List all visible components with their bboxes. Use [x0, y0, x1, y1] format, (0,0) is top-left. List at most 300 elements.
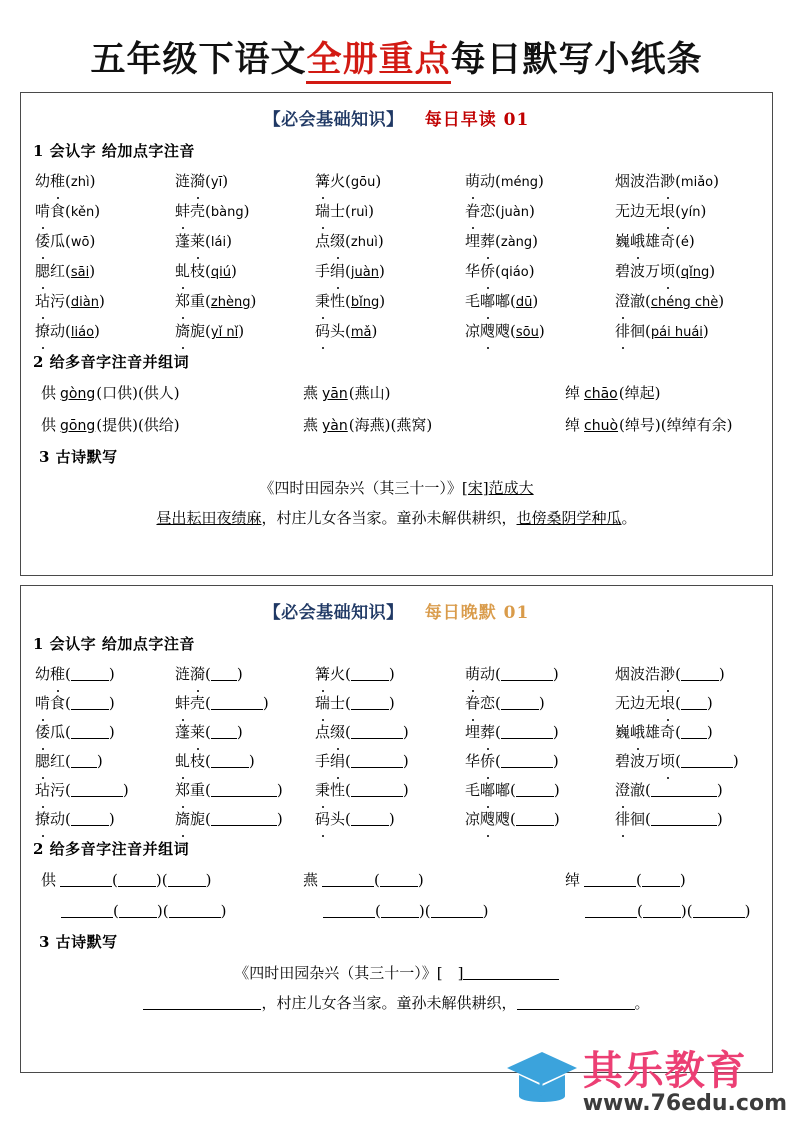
polyphone-word-blank[interactable]: [431, 905, 483, 918]
dotted-char: 缀: [330, 718, 345, 747]
watermark-brand: 其乐教育: [582, 1048, 747, 1094]
word-characters: [615, 752, 675, 770]
polyphone-pinyin-blank[interactable]: [322, 874, 374, 887]
paren-open: (: [424, 902, 431, 920]
paren-open: (: [345, 665, 351, 683]
paren-close: ): [276, 810, 283, 828]
pinyin-blank[interactable]: [351, 784, 403, 797]
char: 旎: [190, 810, 206, 828]
pinyin-answer: yǐ nǐ: [210, 325, 239, 340]
polyphone-pinyin-blank[interactable]: [61, 905, 113, 918]
polyphone-word-blank[interactable]: [119, 905, 157, 918]
word-item: [615, 718, 793, 747]
word-characters: [465, 292, 510, 310]
pinyin-answer: qiáo: [500, 265, 529, 280]
char: 华: [465, 262, 481, 280]
paren-close: ): [702, 322, 709, 340]
char: 手: [315, 262, 331, 280]
polyphone-item: [565, 896, 785, 927]
word-item: [175, 167, 315, 197]
pinyin-answer: méng: [500, 175, 539, 190]
char: 涟: [175, 665, 191, 683]
paren-open: (: [205, 810, 211, 828]
paren-open: (: [645, 810, 651, 828]
paren-open: (: [495, 723, 501, 741]
polyphone-pinyin: yān: [322, 386, 348, 402]
pinyin-answer: zhuì: [350, 235, 378, 250]
word-characters: [315, 262, 345, 280]
char: 点: [315, 723, 331, 741]
polyphone-word: (绰号): [619, 416, 661, 434]
dotted-char: 顷: [660, 747, 675, 776]
polyphone-word-blank[interactable]: [118, 874, 156, 887]
card-morning-reading: [20, 92, 773, 576]
evening-poem-line-blank[interactable]: [143, 996, 261, 1010]
pinyin-blank[interactable]: [681, 668, 719, 681]
dotted-char: 侨: [480, 257, 495, 286]
pinyin-blank[interactable]: [351, 668, 389, 681]
paren-close: ): [538, 322, 545, 340]
dotted-char: 郑: [175, 776, 190, 805]
paren-close: ): [108, 694, 115, 712]
pinyin-answer: liáo: [70, 325, 95, 340]
paren-open: (: [65, 322, 71, 340]
pinyin-blank[interactable]: [501, 755, 553, 768]
paren-close: ): [243, 202, 250, 220]
paren-close: ): [108, 665, 115, 683]
pinyin-answer: yín: [680, 205, 701, 220]
char: 波: [630, 262, 646, 280]
paren-close: ): [108, 810, 115, 828]
char: 埋: [465, 723, 481, 741]
pinyin-blank[interactable]: [71, 668, 109, 681]
polyphone-item: [303, 865, 565, 896]
evening-word-grid[interactable]: [35, 660, 762, 834]
pinyin-blank[interactable]: [211, 726, 237, 739]
char: 无: [615, 694, 631, 712]
paren-close: ): [226, 232, 232, 250]
char: 万: [645, 752, 661, 770]
char: 烟: [615, 665, 631, 683]
paren-close: ): [378, 262, 385, 280]
word-item: [175, 747, 315, 776]
char: 埋: [465, 232, 481, 250]
polyphone-word-blank[interactable]: [643, 905, 681, 918]
word-characters: [35, 322, 65, 340]
evening-poem-dynasty-blank[interactable]: [ ]: [436, 964, 464, 982]
char: 浩: [645, 665, 661, 683]
paren-close: ): [375, 172, 382, 190]
paren-open: (: [345, 322, 351, 340]
paren-close: ): [552, 752, 559, 770]
char: 食: [50, 694, 66, 712]
morning-section-2-title: 2 给多音字注音并组词: [33, 353, 190, 371]
paren-open: (: [345, 292, 351, 310]
pinyin-answer: mǎ: [350, 325, 372, 340]
pinyin-blank[interactable]: [351, 755, 403, 768]
word-characters: [315, 322, 345, 340]
char: 飕: [495, 322, 511, 340]
word-item: [315, 197, 465, 227]
word-item: [615, 689, 793, 718]
paren-close: ): [532, 292, 539, 310]
pinyin-blank[interactable]: [351, 697, 389, 710]
char: 壳: [190, 202, 206, 220]
word-item: [175, 287, 315, 317]
word-item: [465, 167, 615, 197]
pinyin-blank[interactable]: [681, 697, 707, 710]
polyphone-item: [565, 410, 785, 442]
word-item: [615, 197, 793, 227]
dotted-char: 篝: [315, 660, 330, 689]
dotted-char: 顷: [660, 257, 675, 286]
word-item: [175, 776, 315, 805]
polyphone-word-blank[interactable]: [168, 874, 206, 887]
word-characters: [35, 810, 65, 828]
paren-open: (: [205, 723, 211, 741]
paren-open: (: [345, 694, 351, 712]
char: 澈: [630, 292, 646, 310]
paren-open: (: [65, 752, 71, 770]
paren-open: (: [205, 172, 211, 190]
word-characters: [175, 665, 205, 683]
char: 动: [480, 172, 496, 190]
paren-close: ): [220, 902, 227, 920]
paren-close: ): [388, 694, 395, 712]
pinyin-blank[interactable]: [516, 813, 554, 826]
word-characters: [315, 694, 345, 712]
word-characters: [615, 232, 675, 250]
word-characters: [615, 292, 645, 310]
paren-close: ): [553, 810, 560, 828]
word-item: [615, 317, 793, 347]
card-evening-header: [31, 598, 762, 623]
paren-open: (: [65, 694, 71, 712]
polyphone-char: 供: [41, 384, 57, 402]
pinyin-blank[interactable]: [211, 784, 277, 797]
pinyin-blank[interactable]: [71, 726, 109, 739]
dotted-char: 撩: [35, 805, 50, 834]
char: 火: [330, 172, 346, 190]
pinyin-blank[interactable]: [681, 726, 707, 739]
char: 波: [630, 665, 646, 683]
polyphone-word: (供给): [137, 416, 180, 434]
paren-close: ): [205, 871, 212, 889]
word-item: [35, 776, 175, 805]
evening-section-2-title: 2 给多音字注音并组词: [33, 840, 190, 858]
paren-close: ): [98, 292, 105, 310]
pinyin-answer: juàn: [500, 205, 529, 220]
card-evening-accent: 每日晚默 01: [424, 603, 530, 623]
paren-close: ): [388, 810, 395, 828]
word-characters: [465, 172, 495, 190]
word-characters: [175, 781, 205, 799]
char: 性: [330, 781, 346, 799]
paren-open: (: [645, 781, 651, 799]
word-item: [35, 747, 175, 776]
word-item: [615, 257, 793, 287]
paren-open: (: [675, 172, 681, 190]
char: 奇: [660, 723, 676, 741]
paren-close: ): [231, 262, 237, 280]
pinyin-blank[interactable]: [211, 813, 277, 826]
word-item: [615, 287, 793, 317]
evening-poem-line-rest: ，村庄儿女各当家。童孙未解供耕织，: [261, 994, 517, 1012]
pinyin-blank[interactable]: [501, 726, 553, 739]
evening-polyphone-grid[interactable]: [41, 865, 762, 927]
polyphone-item: [565, 378, 785, 410]
morning-polyphone-grid: [41, 378, 762, 442]
char: 士: [330, 694, 346, 712]
paren-open: (: [345, 723, 351, 741]
morning-word-grid: [35, 167, 762, 347]
char: 边: [630, 202, 646, 220]
polyphone-word: (海燕): [348, 416, 391, 434]
dotted-char: 瑞: [315, 689, 330, 718]
word-item: [35, 317, 175, 347]
char: 瓜: [50, 232, 66, 250]
paren-close: ): [155, 871, 162, 889]
polyphone-item: [41, 410, 303, 442]
paren-open: (: [345, 232, 351, 250]
polyphone-item: [41, 865, 303, 896]
word-item: [35, 689, 175, 718]
pinyin-blank[interactable]: [211, 755, 249, 768]
word-item: [35, 167, 175, 197]
pinyin-answer: juàn: [350, 265, 379, 280]
polyphone-word: (提供): [96, 416, 138, 434]
char: 无: [645, 694, 661, 712]
pinyin-answer: bǐng: [350, 295, 380, 310]
pinyin-blank[interactable]: [501, 668, 553, 681]
paren-close: ): [222, 172, 229, 190]
pinyin-answer: dū: [515, 295, 533, 310]
pinyin-blank[interactable]: [351, 813, 389, 826]
pinyin-blank[interactable]: [211, 697, 263, 710]
paren-close: ): [716, 810, 723, 828]
card-morning-accent: 每日早读 01: [424, 110, 530, 130]
paren-open: (: [675, 202, 681, 220]
dotted-char: 啃: [35, 689, 50, 718]
polyphone-word-blank[interactable]: [381, 905, 419, 918]
paren-close: ): [122, 781, 129, 799]
evening-section-1-title: 1 会认字 给加点字注音: [33, 635, 195, 653]
page-title: [0, 0, 793, 92]
char: 边: [630, 694, 646, 712]
char: 凉: [465, 322, 481, 340]
word-item: [315, 287, 465, 317]
char: 瓜: [50, 723, 66, 741]
paren-close: ): [718, 665, 725, 683]
paren-close: ): [89, 232, 96, 250]
polyphone-pinyin-blank[interactable]: [323, 905, 375, 918]
polyphone-pinyin-blank[interactable]: [585, 905, 637, 918]
pinyin-blank[interactable]: [71, 813, 109, 826]
paren-open: (: [675, 694, 681, 712]
paren-open: (: [65, 781, 71, 799]
evening-poem-line-blank-2[interactable]: [517, 996, 635, 1010]
char: 红: [50, 752, 66, 770]
word-item: [315, 776, 465, 805]
char: 华: [465, 752, 481, 770]
card-morning-header: [31, 105, 762, 130]
polyphone-word-blank[interactable]: [380, 874, 418, 887]
dotted-char: 缀: [330, 227, 345, 256]
char: 雄: [645, 232, 661, 250]
word-characters: [465, 202, 495, 220]
char: 枝: [190, 752, 206, 770]
polyphone-word: (燕山): [348, 384, 391, 402]
word-item: [315, 805, 465, 834]
paren-open: (: [205, 781, 211, 799]
char: 无: [645, 202, 661, 220]
pinyin-blank[interactable]: [71, 784, 123, 797]
word-item: [465, 776, 615, 805]
pinyin-blank[interactable]: [651, 784, 717, 797]
char: 重: [190, 292, 206, 310]
word-item: [465, 660, 615, 689]
word-item: [315, 718, 465, 747]
word-item: [315, 167, 465, 197]
char: 涟: [175, 172, 191, 190]
evening-poem-author-blank[interactable]: [463, 966, 559, 980]
polyphone-char: 供: [41, 871, 57, 889]
morning-poem-dynasty: [宋]: [461, 479, 489, 497]
char: 动: [480, 665, 496, 683]
word-characters: [465, 262, 495, 280]
char: 凉: [465, 810, 481, 828]
paren-open: (: [162, 902, 169, 920]
paren-open: (: [161, 871, 168, 889]
pinyin-answer: diàn: [70, 295, 99, 310]
pinyin-answer: qiú: [210, 265, 231, 280]
word-item: [315, 317, 465, 347]
pinyin-answer: ruì: [350, 205, 369, 220]
word-item: [175, 317, 315, 347]
word-item: [175, 805, 315, 834]
char: 点: [315, 232, 331, 250]
evening-poem-name: 《四时田园杂兴（其三十一）》: [234, 964, 437, 982]
paren-open: (: [205, 752, 211, 770]
paren-close: ): [250, 292, 257, 310]
dotted-char: 萌: [465, 167, 480, 196]
word-item: [175, 227, 315, 257]
polyphone-word-blank[interactable]: [169, 905, 221, 918]
polyphone-char: 燕: [303, 416, 319, 434]
word-characters: [315, 810, 345, 828]
char: 徊: [630, 322, 646, 340]
paren-close: ): [89, 262, 96, 280]
paren-close: ): [248, 752, 255, 770]
paren-open: (: [65, 810, 71, 828]
paren-close: ): [96, 752, 103, 770]
polyphone-item: [41, 378, 303, 410]
word-characters: [175, 292, 205, 310]
polyphone-item: [303, 896, 565, 927]
word-characters: [175, 322, 205, 340]
paren-open: (: [637, 902, 643, 920]
word-characters: [35, 781, 65, 799]
evening-poem-body: [31, 988, 762, 1018]
paren-open: (: [65, 262, 71, 280]
polyphone-item: [565, 865, 785, 896]
char: 毛: [465, 292, 481, 310]
polyphone-char: 绰: [565, 871, 581, 889]
dotted-char: 篝: [315, 167, 330, 196]
pinyin-blank[interactable]: [651, 813, 717, 826]
paren-close: ): [732, 752, 739, 770]
char: 壳: [190, 694, 206, 712]
card-morning-label: 【必会基础知识】: [263, 110, 404, 130]
paren-open: (: [205, 665, 211, 683]
pinyin-blank[interactable]: [516, 784, 554, 797]
dotted-char: 飕: [480, 317, 495, 346]
paren-close: ): [379, 292, 386, 310]
paren-close: ): [718, 292, 725, 310]
pinyin-answer: gōu: [350, 175, 376, 190]
char: 重: [190, 781, 206, 799]
morning-section-1-title: 1 会认字 给加点字注音: [33, 142, 195, 160]
evening-poem-period: 。: [634, 994, 650, 1012]
watermark-url: www.76edu.com: [582, 1091, 787, 1116]
pinyin-answer: kěn: [70, 205, 95, 220]
char: 食: [50, 202, 66, 220]
dotted-char: 秉: [315, 287, 330, 316]
pinyin-blank[interactable]: [351, 726, 403, 739]
paren-open: (: [205, 202, 211, 220]
pinyin-blank[interactable]: [501, 697, 539, 710]
pinyin-blank[interactable]: [211, 668, 237, 681]
paren-open: (: [645, 292, 651, 310]
dotted-char: 腮: [35, 257, 50, 286]
word-item: [615, 747, 793, 776]
pinyin-blank[interactable]: [681, 755, 733, 768]
word-item: [465, 805, 615, 834]
word-item: [315, 747, 465, 776]
char: 嘟: [495, 781, 511, 799]
paren-open: (: [65, 665, 71, 683]
dotted-char: 秉: [315, 776, 330, 805]
word-item: [615, 227, 793, 257]
dotted-char: 嘟: [480, 776, 495, 805]
polyphone-word-blank[interactable]: [642, 874, 680, 887]
paren-close: ): [94, 322, 100, 340]
word-item: [35, 197, 175, 227]
dotted-char: 澄: [615, 776, 630, 805]
dotted-char: 码: [315, 317, 330, 346]
pinyin-blank[interactable]: [71, 697, 109, 710]
pinyin-answer: zhì: [70, 175, 90, 190]
paren-open: (: [495, 694, 501, 712]
word-characters: [465, 781, 510, 799]
pinyin-answer: zàng: [500, 235, 533, 250]
word-characters: [315, 232, 345, 250]
polyphone-word-blank[interactable]: [693, 905, 745, 918]
char: 巍: [615, 723, 631, 741]
pinyin-blank[interactable]: [71, 755, 97, 768]
polyphone-word: (供人): [137, 384, 180, 402]
pinyin-answer: chéng chè: [650, 295, 719, 310]
paren-open: (: [65, 172, 71, 190]
paren-open: (: [205, 322, 211, 340]
word-item: [465, 718, 615, 747]
paren-open: (: [345, 752, 351, 770]
word-item: [315, 227, 465, 257]
polyphone-pinyin-blank[interactable]: [60, 874, 112, 887]
polyphone-pinyin-blank[interactable]: [584, 874, 636, 887]
word-item: [615, 660, 793, 689]
dotted-char: 郑: [175, 287, 190, 316]
